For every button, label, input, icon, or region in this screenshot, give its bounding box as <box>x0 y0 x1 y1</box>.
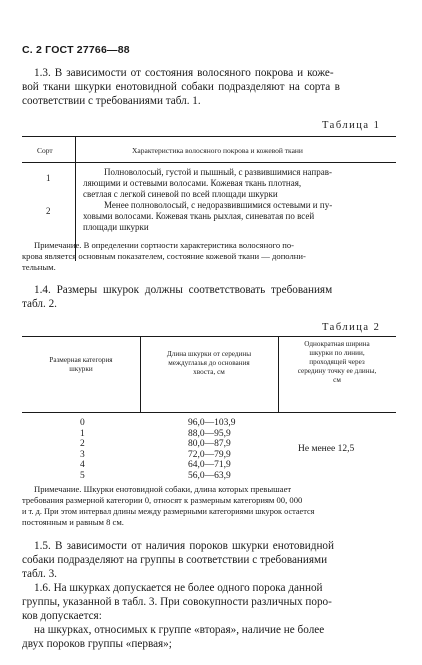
table-2-header-width-line-2: шкурки по линии, <box>309 349 365 357</box>
section-1-6-line-5: двух пороков группы «первая»; <box>22 638 172 650</box>
table-2-header-width-line-1: Однократная ширина <box>304 340 370 348</box>
table-2-category: 5 <box>80 470 85 481</box>
table-1-row-1-line-3: светлая с легкой синевой по всей площади шкурки <box>83 189 278 199</box>
table-2-caption: Таблица 2 <box>322 322 381 333</box>
table-1-header-grade: Сорт <box>37 146 53 155</box>
section-1-6-line-3: ков допускается: <box>22 610 102 622</box>
table-1-row-2-line-3: площади шкурки <box>83 222 149 232</box>
table-2-top-rule <box>22 336 396 337</box>
table-2-category: 2 <box>80 439 85 449</box>
table-2-header-width-line-4: середину точку ее длины, <box>297 367 377 375</box>
table-1-row-1-line-1: Полноволосый, густой и пышный, с развившимися направ- <box>104 167 332 177</box>
note-2-line-3: и т. д. При этом интервал длины между размерными категориями шкурок остается <box>22 507 315 516</box>
table-1-row-2-grade: 2 <box>46 206 51 216</box>
table-2-category: 1 <box>80 428 85 439</box>
table-1-caption: Таблица 1 <box>322 120 381 131</box>
table-2-header-length-line-1: Длина шкурки от середины <box>166 350 252 358</box>
table-2-header-rule <box>22 412 396 413</box>
table-2-categories <box>80 418 85 481</box>
note-2-line-2: требования размерной категории 0, относят к размерным категориям 00, 000 <box>22 495 303 505</box>
table-2-header-category-line-1: Размерная категория <box>49 356 113 364</box>
note-1-line-3: тельным. <box>22 262 56 272</box>
table-2-header-category-line-2: шкурки <box>69 365 93 373</box>
table-1-row-2-line-2: ховыми волосами. Кожевая ткань рыхлая, синеватая по всей <box>83 211 315 221</box>
table-2-header-category <box>22 356 140 374</box>
section-1-6-line-2: группы, указанной в табл. 3. При совокупности различных поро- <box>22 596 332 608</box>
note-2-line-1: Примечание. Шкурки енотовидной собаки, длина которых превышает <box>34 484 292 494</box>
table-1-row-1-grade: 1 <box>46 173 51 183</box>
table-1-top-rule <box>22 136 396 137</box>
table-2-category: 3 <box>80 449 85 460</box>
section-1-5-line-3: табл. 3. <box>22 568 57 580</box>
table-1-header-description: Характеристика волосяного покрова и кожевой ткани <box>132 146 303 155</box>
table-1-header-rule <box>22 162 396 163</box>
table-2-lengths <box>188 418 236 481</box>
section-1-3-line-1: 1.3. В зависимости от состояния волосяного покрова и коже- <box>34 67 334 79</box>
section-1-5-line-2: собаки подразделяют на группы в соответствии с требованиями <box>22 554 328 566</box>
table-2-header-length-line-3: хвоста, см <box>193 368 225 376</box>
table-2-length: 56,0—63,9 <box>188 470 231 481</box>
table-2-category: 4 <box>80 460 85 470</box>
note-2-line-4: постоянным и равным 8 см. <box>22 517 124 527</box>
section-1-4-line-1: 1.4. Размеры шкурок должны соответствовать требованиям <box>34 284 333 296</box>
table-2-length: 64,0—71,9 <box>188 460 231 470</box>
table-2-width-value: Не менее 12,5 <box>298 444 355 454</box>
section-1-5-line-1: 1.5. В зависимости от наличия пороков шкурки енотовидной <box>34 540 335 552</box>
section-1-3-line-2: вой ткани шкурки енотовидной собаки подразделяют на сорта в <box>22 81 340 93</box>
table-2-category: 0 <box>80 418 85 428</box>
table-1-row-2-line-1: Менее полноволосый, с недоразвившимися остевыми и пу- <box>104 200 333 210</box>
table-2-length: 72,0—79,9 <box>188 449 231 460</box>
section-1-6-line-1: 1.6. На шкурках допускается не более одного порока данной <box>34 582 323 594</box>
table-2-length: 80,0—87,9 <box>188 439 231 449</box>
section-1-4-line-2: табл. 2. <box>22 298 57 310</box>
table-2-header-length-line-2: междуглазья до основания <box>168 359 250 367</box>
table-2-header-width <box>278 340 396 385</box>
table-2-length: 96,0—103,9 <box>188 418 236 428</box>
table-2-header-width-line-5: см <box>333 376 341 384</box>
note-1-line-2: крова является основным показателем, состояние кожевой ткани — дополни- <box>22 251 306 261</box>
table-2-header-length <box>140 350 278 377</box>
table-2-length: 88,0—95,9 <box>188 428 231 439</box>
table-1-row-1-line-2: ляющими и остевыми волосами. Кожевая ткань плотная, <box>83 178 302 188</box>
section-1-6-line-4: на шкурках, относимых к группе «вторая», наличие не более <box>34 624 325 636</box>
note-1-line-1: Примечание. В определении сортности характеристика волосяного по- <box>34 240 295 250</box>
table-2-header-width-line-3: проходящей через <box>309 358 365 366</box>
section-1-3-line-3: соответствии с требованиями табл. 1. <box>22 95 201 107</box>
page-header: С. 2 ГОСТ 27766—88 <box>22 44 130 56</box>
